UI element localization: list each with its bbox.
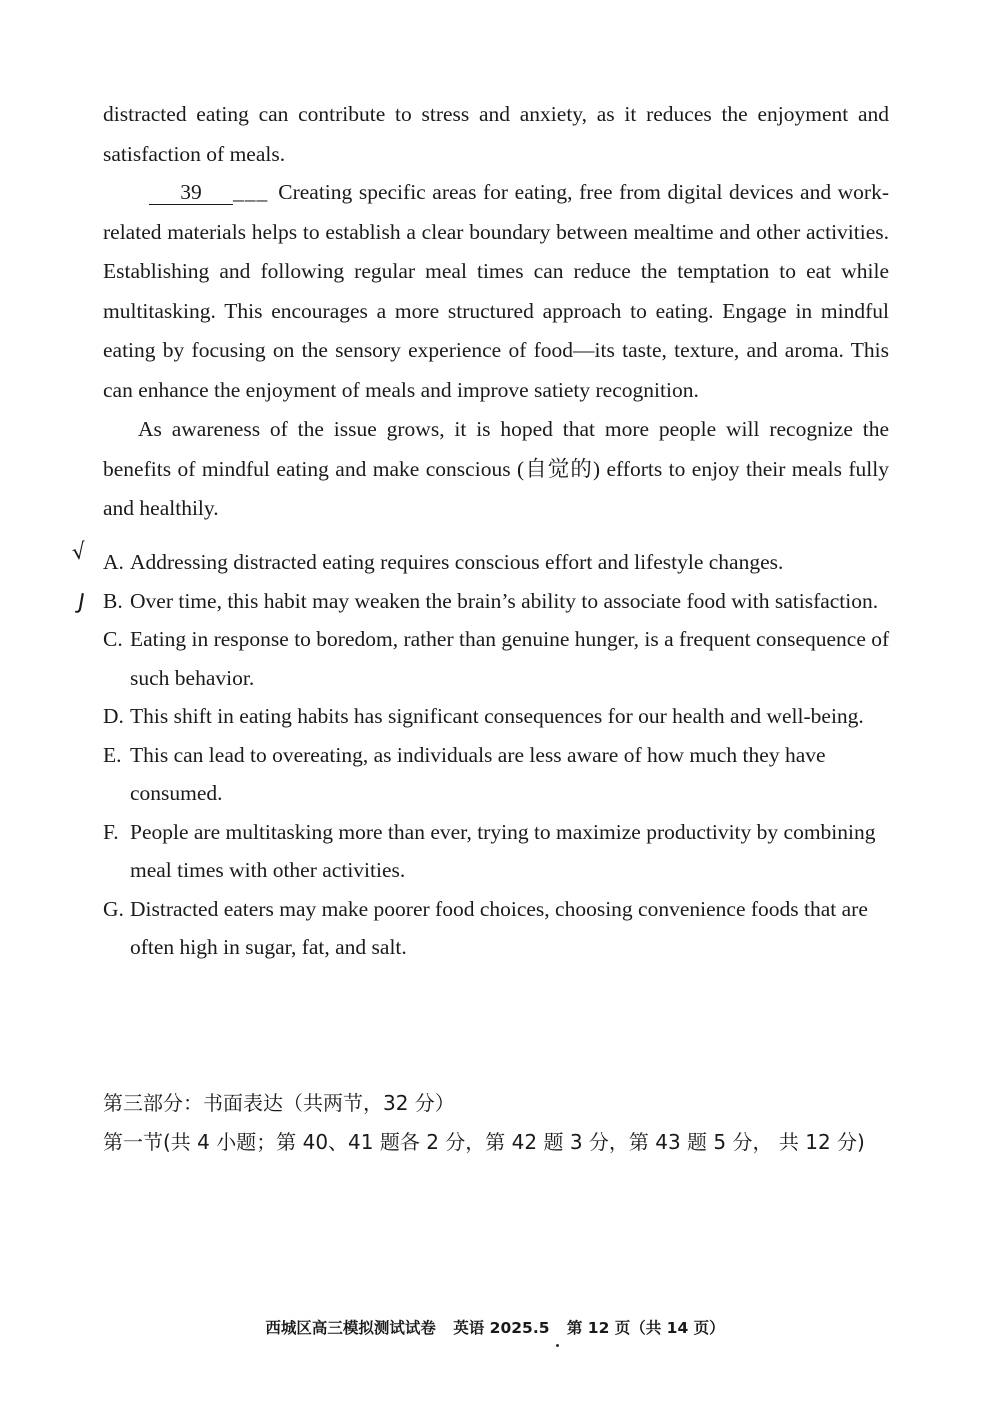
passage-paragraph-1: distracted eating can contribute to stress and anxiety, as it reduces the enjoyment and satisfaction of meals.: [103, 102, 889, 166]
option-letter: C.: [103, 627, 123, 651]
option-d[interactable]: [103, 697, 893, 736]
option-letter: F.: [103, 819, 119, 844]
option-letter: B.: [103, 588, 123, 613]
option-text: Addressing distracted eating requires conscious effort and lifestyle changes.: [130, 550, 784, 574]
page-footer: [0, 1316, 990, 1338]
handwritten-tick-mark: J: [75, 589, 87, 616]
blank-dashes: ___: [233, 180, 269, 204]
section-title: 第三部分：书面表达（共两节，32 分）: [103, 1091, 455, 1115]
handwritten-check-mark: √: [70, 539, 88, 566]
option-text: Over time, this habit may weaken the brain’s ability to associate food with satisfaction.: [130, 588, 879, 613]
option-c[interactable]: [103, 620, 893, 697]
option-letter: E.: [103, 742, 122, 767]
option-letter: D.: [103, 704, 124, 728]
option-text: Distracted eaters may make poorer food choices, choosing convenience foods that are often high in sugar, fat, and salt.: [130, 896, 868, 959]
footer-exam-name: 西城区高三模拟测试试卷: [265, 1319, 436, 1337]
footer-subject: 英语 2025.5: [453, 1319, 550, 1337]
option-letter: A.: [103, 550, 124, 574]
option-e[interactable]: [103, 736, 893, 813]
option-text: This can lead to overeating, as individuals are less aware of how much they have consumed.: [130, 742, 826, 805]
passage-paragraph-2: [103, 173, 889, 410]
option-text: This shift in eating habits has significant consequences for our health and well-being.: [130, 704, 864, 728]
footer-page-number: 第 12 页（共 14 页）: [566, 1319, 725, 1337]
option-b[interactable]: [103, 582, 893, 621]
option-f[interactable]: [103, 813, 893, 890]
answer-blank-39[interactable]: 39: [149, 180, 233, 205]
option-letter: G.: [103, 896, 124, 921]
option-text: Eating in response to boredom, rather than genuine hunger, is a frequent consequence of such behavior.: [130, 627, 890, 690]
options-list: [103, 543, 893, 967]
footer-dot: [556, 1344, 559, 1347]
option-g[interactable]: [103, 890, 893, 967]
section-subtitle: 第一节(共 4 小题；第 40、41 题各 2 分，第 42 题 3 分，第 43 题 5 分， 共 12 分): [103, 1130, 865, 1154]
passage-paragraph-3: As awareness of the issue grows, it is hoped that more people will recognize the benefits of mindful eating and make conscious (自觉的) efforts to enjoy their meals fully and healthily.: [103, 417, 889, 520]
passage-paragraph-2-text: Creating specific areas for eating, free from digital devices and work-related materials helps to establish a clear boundary between mealtime and other activities. Establishing and following regular meal times can reduce the temptation to eat while multitasking. This encourages a more structured approach to eating. Engage in mindful eating by focusing on the sensory experience of food—its taste, texture, and aroma. This can enhance the enjoyment of meals and improve satiety recognition.: [103, 180, 889, 402]
option-a[interactable]: [103, 543, 893, 582]
option-text: People are multitasking more than ever, trying to maximize productivity by combining meal times with other activities.: [130, 819, 876, 882]
